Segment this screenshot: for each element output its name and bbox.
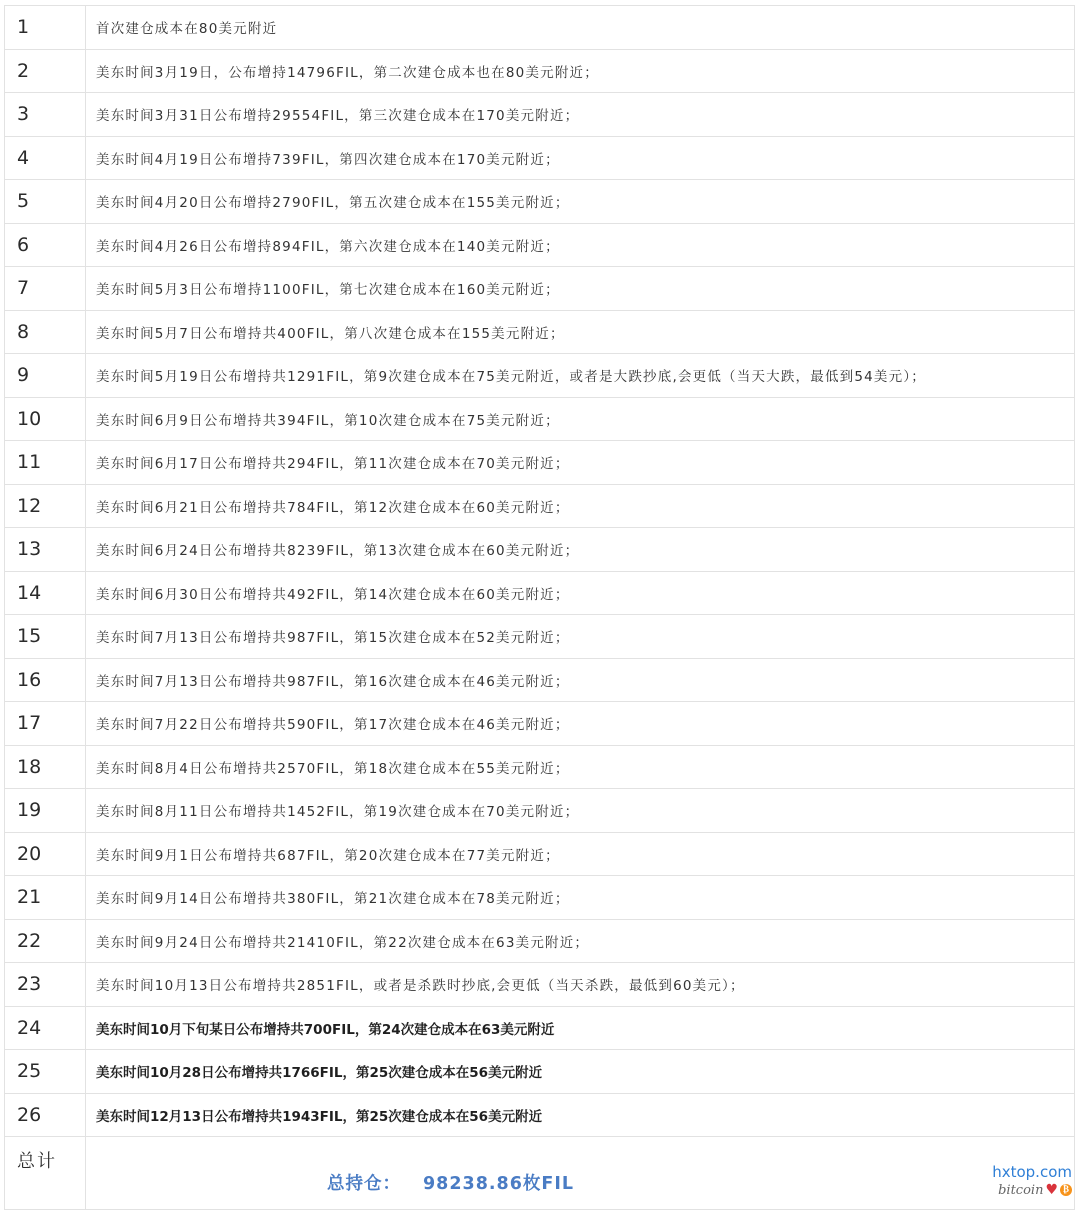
row-number: 12 [5, 484, 86, 528]
watermark-sub-text: bitcoin [998, 1182, 1044, 1198]
row-number: 21 [5, 876, 86, 920]
row-number: 2 [5, 49, 86, 93]
row-text: 美东时间7月22日公布增持共590FIL，第17次建仓成本在46美元附近； [86, 702, 1075, 746]
row-number: 9 [5, 354, 86, 398]
table-row [5, 658, 1075, 702]
total-label: 总计 [5, 1137, 86, 1210]
table-row [5, 1093, 1075, 1137]
row-text: 首次建仓成本在80美元附近 [86, 6, 1075, 50]
row-number: 17 [5, 702, 86, 746]
watermark-site: hxtop.com [992, 1163, 1072, 1181]
table-row [5, 484, 1075, 528]
table-row [5, 1006, 1075, 1050]
total-holding-label: 总持仓： [327, 1174, 401, 1194]
table-row [5, 919, 1075, 963]
table-row [5, 49, 1075, 93]
row-text: 美东时间6月9日公布增持共394FIL，第10次建仓成本在75美元附近； [86, 397, 1075, 441]
table-row [5, 615, 1075, 659]
row-number: 10 [5, 397, 86, 441]
row-text: 美东时间4月26日公布增持894FIL，第六次建仓成本在140美元附近； [86, 223, 1075, 267]
row-text: 美东时间4月19日公布增持739FIL，第四次建仓成本在170美元附近； [86, 136, 1075, 180]
table-body [5, 6, 1075, 1210]
row-number: 19 [5, 789, 86, 833]
table-row [5, 310, 1075, 354]
row-text: 美东时间5月19日公布增持共1291FIL，第9次建仓成本在75美元附近，或者是大跌抄底,会更低（当天大跌，最低到54美元）； [86, 354, 1075, 398]
table-row [5, 441, 1075, 485]
row-text: 美东时间6月21日公布增持共784FIL，第12次建仓成本在60美元附近； [86, 484, 1075, 528]
row-number: 8 [5, 310, 86, 354]
row-text: 美东时间12月13日公布增持共1943FIL，第25次建仓成本在56美元附近 [86, 1093, 1075, 1137]
table-row [5, 136, 1075, 180]
heart-icon: ♥ [1045, 1182, 1058, 1198]
row-number: 26 [5, 1093, 86, 1137]
row-text: 美东时间4月20日公布增持2790FIL，第五次建仓成本在155美元附近； [86, 180, 1075, 224]
row-number: 24 [5, 1006, 86, 1050]
row-text: 美东时间8月4日公布增持共2570FIL，第18次建仓成本在55美元附近； [86, 745, 1075, 789]
row-number: 6 [5, 223, 86, 267]
row-number: 18 [5, 745, 86, 789]
row-number: 7 [5, 267, 86, 311]
row-text: 美东时间10月28日公布增持共1766FIL，第25次建仓成本在56美元附近 [86, 1050, 1075, 1094]
row-text: 美东时间5月3日公布增持1100FIL，第七次建仓成本在160美元附近； [86, 267, 1075, 311]
row-text: 美东时间9月14日公布增持共380FIL，第21次建仓成本在78美元附近； [86, 876, 1075, 920]
table-row [5, 963, 1075, 1007]
total-row [5, 1137, 1075, 1210]
row-text: 美东时间9月24日公布增持共21410FIL，第22次建仓成本在63美元附近； [86, 919, 1075, 963]
row-text: 美东时间7月13日公布增持共987FIL，第16次建仓成本在46美元附近； [86, 658, 1075, 702]
row-text: 美东时间6月30日公布增持共492FIL，第14次建仓成本在60美元附近； [86, 571, 1075, 615]
row-number: 13 [5, 528, 86, 572]
row-number: 3 [5, 93, 86, 137]
row-number: 16 [5, 658, 86, 702]
row-text: 美东时间7月13日公布增持共987FIL，第15次建仓成本在52美元附近； [86, 615, 1075, 659]
bitcoin-icon: ₿ [1060, 1184, 1072, 1196]
total-holding-cell [86, 1137, 1075, 1210]
row-number: 11 [5, 441, 86, 485]
row-number: 15 [5, 615, 86, 659]
table-row [5, 702, 1075, 746]
row-number: 14 [5, 571, 86, 615]
table-row [5, 789, 1075, 833]
row-text: 美东时间10月下旬某日公布增持共700FIL，第24次建仓成本在63美元附近 [86, 1006, 1075, 1050]
row-number: 1 [5, 6, 86, 50]
row-number: 4 [5, 136, 86, 180]
table-row [5, 876, 1075, 920]
row-text: 美东时间8月11日公布增持共1452FIL，第19次建仓成本在70美元附近； [86, 789, 1075, 833]
row-text: 美东时间6月17日公布增持共294FIL，第11次建仓成本在70美元附近； [86, 441, 1075, 485]
row-text: 美东时间3月19日，公布增持14796FIL，第二次建仓成本也在80美元附近； [86, 49, 1075, 93]
row-number: 25 [5, 1050, 86, 1094]
table-row [5, 267, 1075, 311]
table-row [5, 832, 1075, 876]
row-text: 美东时间3月31日公布增持29554FIL，第三次建仓成本在170美元附近； [86, 93, 1075, 137]
row-number: 23 [5, 963, 86, 1007]
row-number: 5 [5, 180, 86, 224]
table-row [5, 1050, 1075, 1094]
table-row [5, 528, 1075, 572]
table-row [5, 6, 1075, 50]
table-row [5, 571, 1075, 615]
table-row [5, 223, 1075, 267]
table-row [5, 354, 1075, 398]
holdings-table [4, 5, 1075, 1210]
row-text: 美东时间10月13日公布增持共2851FIL，或者是杀跌时抄底,会更低（当天杀跌，最低到60美元）； [86, 963, 1075, 1007]
table-row [5, 93, 1075, 137]
row-number: 22 [5, 919, 86, 963]
row-text: 美东时间5月7日公布增持共400FIL，第八次建仓成本在155美元附近； [86, 310, 1075, 354]
row-text: 美东时间9月1日公布增持共687FIL，第20次建仓成本在77美元附近； [86, 832, 1075, 876]
total-holding-value: 98238.86枚FIL [423, 1174, 575, 1194]
table-row [5, 397, 1075, 441]
row-text: 美东时间6月24日公布增持共8239FIL，第13次建仓成本在60美元附近； [86, 528, 1075, 572]
table-row [5, 180, 1075, 224]
table-row [5, 745, 1075, 789]
row-number: 20 [5, 832, 86, 876]
watermark-sub [998, 1182, 1072, 1198]
